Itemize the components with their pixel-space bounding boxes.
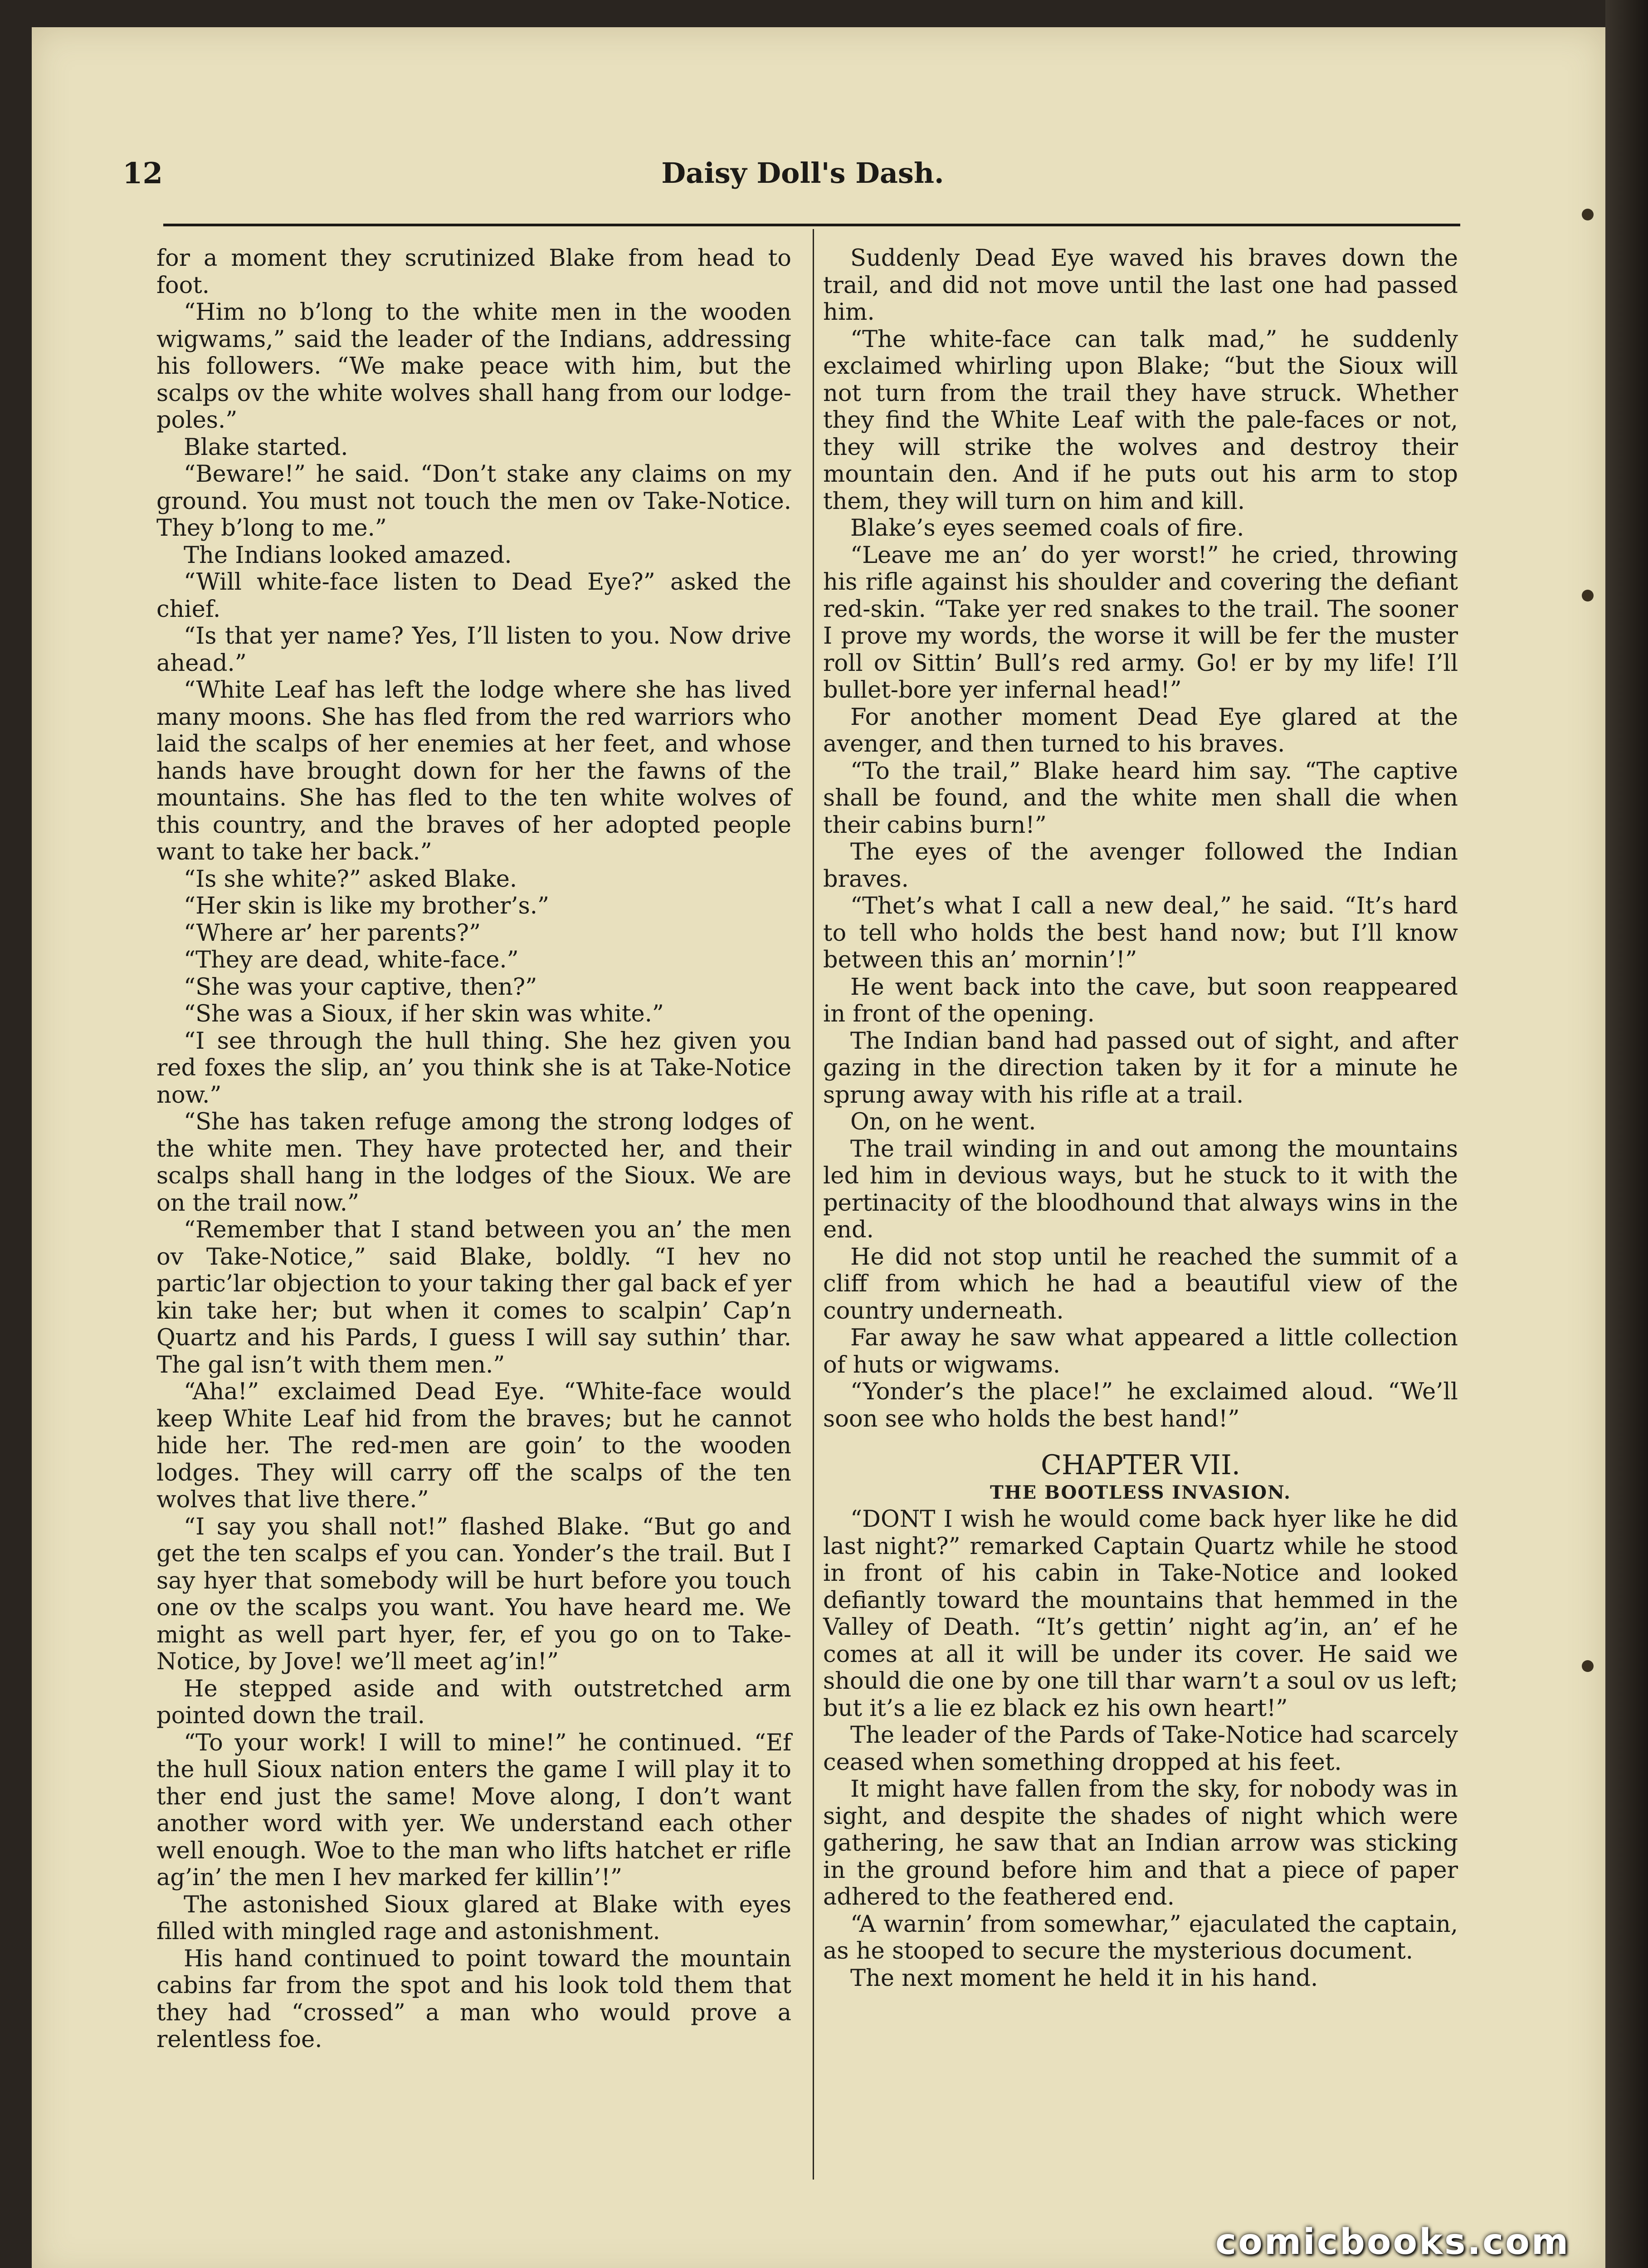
paragraph: The astonished Sioux glared at Blake with eyes filled with mingled rage and astonishment.: [156, 1891, 791, 1945]
paragraph: Suddenly Dead Eye waved his braves down the trail, and did not move until the last one had passed him.: [823, 245, 1458, 326]
paragraph: The leader of the Pards of Take-Notice had scarcely ceased when something dropped at his feet.: [823, 1722, 1458, 1776]
paragraph: He went back into the cave, but soon reappeared in front of the opening.: [823, 973, 1458, 1027]
paragraph: “Yonder’s the place!” he exclaimed aloud. “We’ll soon see who holds the best hand!”: [823, 1378, 1458, 1432]
paragraph: He did not stop until he reached the summit of a cliff from which he had a beautiful view of the country underneath.: [823, 1243, 1458, 1325]
paragraph: “Her skin is like my brother’s.”: [184, 893, 550, 919]
paragraph: “She was your captive, then?”: [184, 973, 537, 1001]
running-title: Daisy Doll's Dash.: [661, 156, 944, 190]
paragraph: The Indian band had passed out of sight, and after gazing in the direction taken by it for a minute he sprung away with his rifle at a trail.: [823, 1027, 1458, 1109]
paragraph: Blake started.: [184, 434, 348, 461]
paragraph: “To your work! I will to mine!” he continued. “Ef the hull Sioux nation enters the game I will play it to ther end just the same! Move along, I don’t want another word with yer. We understand each other well enough. Woe to the man who lifts hatchet er rifle ag’in’ the men I hev marked fer killin’!”: [156, 1729, 791, 1891]
paragraph: “Beware!” he said. “Don’t stake any claims on my ground. You must not touch the men ov Take-Notice. They b’long to me.”: [156, 461, 791, 542]
paragraph: For another moment Dead Eye glared at the avenger, and then turned to his braves.: [823, 704, 1458, 758]
binding-staple: [1582, 590, 1594, 601]
paragraph: “DONT I wish he would come back hyer like he did last night?” remarked Captain Quartz while he stood in front of his cabin in Take-Notice and looked defiantly toward the mountains that hemmed in the Valley of Death. “It’s gettin’ night ag’in, an’ ef he comes at all it will be under its cover. He said we should die one by one till thar warn’t a soul ov us left; but it’s a lie ez black ez his own heart!”: [823, 1506, 1458, 1722]
paragraph: Far away he saw what appeared a little collection of huts or wigwams.: [823, 1325, 1458, 1378]
paragraph: He stepped aside and with outstretched arm pointed down the trail.: [156, 1675, 791, 1729]
binding-staple: [1582, 1660, 1594, 1672]
paragraph: “She has taken refuge among the strong lodges of the white men. They have protected her, and their scalps shall hang in the lodges of the Sioux. We are on the trail now.”: [156, 1109, 791, 1217]
paragraph: His hand continued to point toward the mountain cabins far from the spot and his look told them that they had “crossed” a man who would prove a relentless foe.: [156, 1945, 791, 2053]
paragraph: “She was a Sioux, if her skin was white.”: [184, 1001, 664, 1027]
paragraph: The trail winding in and out among the mountains led him in devious ways, but he stuck to it with the pertinacity of the bloodhound that always wins in the end.: [823, 1135, 1458, 1243]
header-rule: [163, 224, 1460, 226]
paragraph: “Thet’s what I call a new deal,” he said. “It’s hard to tell who holds the best hand now; but I’ll know between this an’ mornin’!”: [823, 893, 1458, 973]
paragraph: The eyes of the avenger followed the Indian braves.: [823, 839, 1458, 893]
chapter-heading: CHAPTER VII.: [1041, 1449, 1240, 1481]
column-divider: [813, 229, 814, 2180]
paragraph: “Remember that I stand between you an’ the men ov Take-Notice,” said Blake, boldly. “I hev no partic’lar objection to your taking ther gal back ef yer kin take her; but when it comes to scalpin’ Cap’n Quartz and his Pards, I guess I will say suthin’ thar. The gal isn’t with them men.”: [156, 1217, 791, 1378]
page-header: [122, 156, 1483, 211]
chapter-subtitle: THE BOOTLESS INVASION.: [990, 1482, 1292, 1503]
paragraph: “I say you shall not!” flashed Blake. “But go and get the ten scalps ef you can. Yonder’s the trail. But I say hyer that somebody will be hurt before you touch one ov the scalps you want. You have heard me. We might as well part hyer, fer, ef you go on to Take-Notice, by Jove! we’ll meet ag’in!”: [156, 1513, 791, 1675]
left-column: [156, 245, 791, 2053]
source-watermark: comicbooks.com: [1215, 2222, 1570, 2263]
paragraph: It might have fallen from the sky, for nobody was in sight, and despite the shades of night which were gathering, he saw that an Indian arrow was sticking in the ground before him and that a piece of paper adhered to the feathered end.: [823, 1776, 1458, 1911]
paragraph: The Indians looked amazed.: [184, 542, 512, 569]
paragraph: “Aha!” exclaimed Dead Eye. “White-face would keep White Leaf hid from the braves; but he cannot hide her. The red-men are goin’ to the wooden lodges. They will carry off the scalps of the ten wolves that live there.”: [156, 1378, 791, 1513]
paragraph: “Is that yer name? Yes, I’ll listen to you. Now drive ahead.”: [156, 623, 791, 677]
paragraph: for a moment they scrutinized Blake from head to foot.: [156, 245, 791, 299]
paragraph: “To the trail,” Blake heard him say. “The captive shall be found, and the white men shall die when their cabins burn!”: [823, 758, 1458, 839]
paragraph: “Leave me an’ do yer worst!” he cried, throwing his rifle against his shoulder and covering the defiant red-skin. “Take yer red snakes to the trail. The sooner I prove my words, the worse it will be fer the muster roll ov Sittin’ Bull’s red army. Go! er by my life! I’ll bullet-bore yer infernal head!”: [823, 542, 1458, 704]
paragraph: “I see through the hull thing. She hez given you red foxes the slip, an’ you think she is at Take-Notice now.”: [156, 1027, 791, 1109]
page-number: 12: [122, 156, 163, 191]
paragraph: “Where ar’ her parents?”: [184, 919, 481, 947]
paragraph: “The white-face can talk mad,” he suddenly exclaimed whirling upon Blake; “but the Sioux will not turn from the trail they have struck. Whether they find the White Leaf with the pale-faces or not, they will strike the wolves and destroy their mountain den. And if he puts out his arm to stop them, they will turn on him and kill.: [823, 326, 1458, 515]
binding-staple: [1582, 209, 1594, 220]
paragraph: “Him no b’long to the white men in the wooden wigwams,” said the leader of the Indians, addressing his followers. “We make peace with him, but the scalps ov the white wolves shall hang from our lodge-poles.”: [156, 299, 791, 434]
paragraph: “Is she white?” asked Blake.: [184, 865, 517, 893]
paragraph: “Will white-face listen to Dead Eye?” asked the chief.: [156, 569, 791, 623]
paragraph: “A warnin’ from somewhar,” ejaculated the captain, as he stooped to secure the mysterious document.: [823, 1911, 1458, 1965]
paragraph: On, on he went.: [850, 1109, 1036, 1135]
paragraph: Blake’s eyes seemed coals of fire.: [850, 515, 1244, 542]
binding-edge: [1605, 0, 1648, 2268]
paragraph: The next moment he held it in his hand.: [850, 1965, 1318, 1992]
paragraph: “They are dead, white-face.”: [184, 947, 519, 973]
right-column: [823, 245, 1458, 1992]
paragraph: “White Leaf has left the lodge where she has lived many moons. She has fled from the red warriors who laid the scalps of her enemies at her feet, and whose hands have brought down for her the fawns of the mountains. She has fled to the ten white wolves of this country, and the braves of her adopted people want to take her back.”: [156, 677, 791, 865]
